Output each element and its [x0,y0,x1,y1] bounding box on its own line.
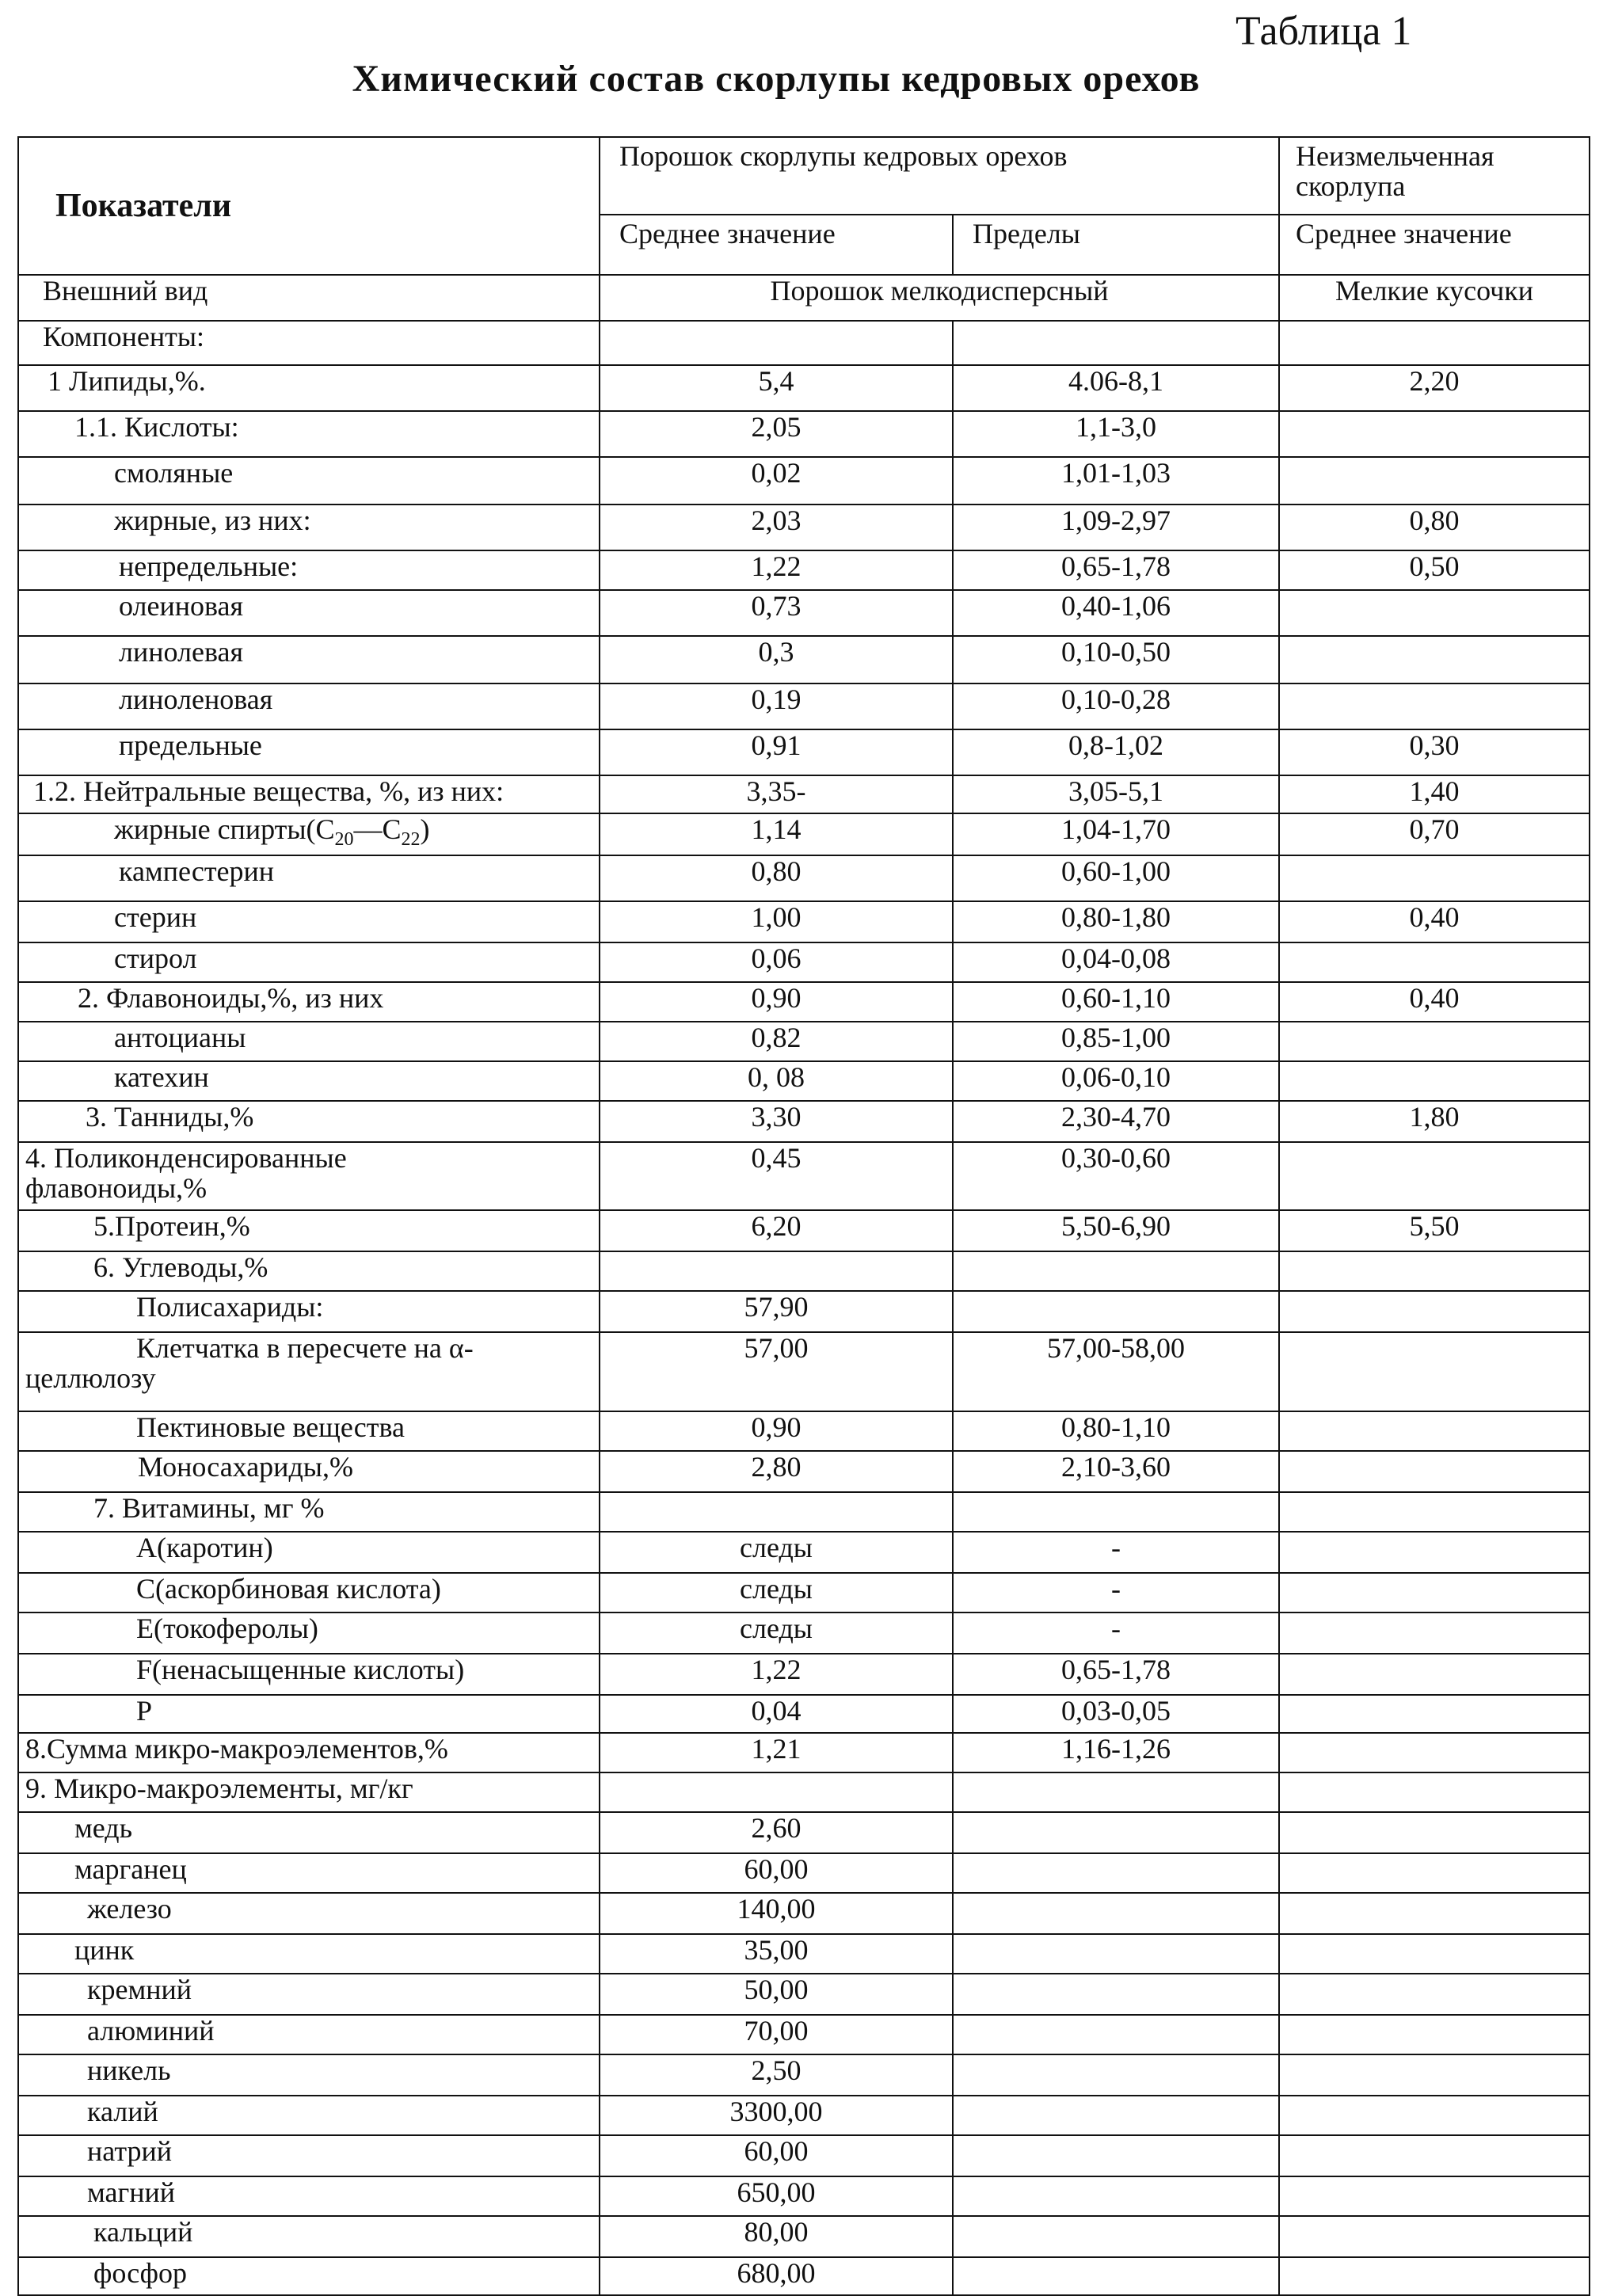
table-row [18,1291,1590,1332]
whole-value: 0,30 [1279,729,1590,775]
whole-value [1279,1695,1590,1733]
table-row [18,982,1590,1022]
row-label: 2. Флавоноиды,%, из них [18,982,600,1022]
table-row [18,636,1590,683]
range-value [953,1492,1279,1532]
table-row [18,1411,1590,1451]
range-value [953,2176,1279,2216]
row-label: С(аскорбиновая кислота) [18,1573,600,1613]
label-subscript: 20 [334,829,354,851]
table-row [18,1893,1590,1934]
label-subscript: 22 [401,829,421,851]
whole-value [1279,1974,1590,2015]
row-label: 1 Липиды,%. [18,365,600,411]
row-label: алюминий [18,2015,600,2054]
avg-value: 140,00 [600,1893,953,1934]
table-row [18,1492,1590,1532]
avg-value: 80,00 [600,2216,953,2257]
avg-value: 2,80 [600,1451,953,1492]
composition-table [17,136,1590,2296]
whole-value: 0,40 [1279,982,1590,1022]
avg-value: 3,35- [600,775,953,813]
header-avg: Среднее значение [600,215,953,275]
range-value: 1,04-1,70 [953,813,1279,855]
table-row [18,1101,1590,1142]
table-row [18,1061,1590,1101]
appearance-powder: Порошок мелкодисперсный [600,275,1279,321]
avg-value: 1,21 [600,1733,953,1772]
range-value [953,2135,1279,2176]
table-row [18,505,1590,550]
table-row [18,411,1590,457]
whole-value: 0,50 [1279,550,1590,590]
whole-value [1279,2015,1590,2054]
row-label: предельные [18,729,600,775]
table-caption: Таблица 1 [1236,9,1412,54]
whole-value [1279,1251,1590,1291]
whole-value [1279,590,1590,636]
avg-value: 0,06 [600,942,953,982]
whole-value [1279,1772,1590,1812]
avg-value: следы [600,1573,953,1613]
range-value: 0,80-1,80 [953,901,1279,942]
row-label: 5.Протеин,% [18,1210,600,1251]
range-value [953,1291,1279,1332]
row-label: железо [18,1893,600,1934]
label-line-1: Клетчатка в пересчете на α- [136,1332,474,1365]
header-whole-group: Неизмельченная скорлупа [1279,137,1590,215]
table-row [18,2054,1590,2096]
label-line-2: флавоноиды,% [25,1172,208,1205]
table-row [18,1974,1590,2015]
table-row [18,683,1590,729]
range-value: 3,05-5,1 [953,775,1279,813]
avg-value: следы [600,1613,953,1654]
table-row [18,2216,1590,2257]
range-value: 0,06-0,10 [953,1061,1279,1101]
row-label: 1.2. Нейтральные вещества, %, из них: [18,775,600,813]
row-label: А(каротин) [18,1532,600,1573]
whole-value [1279,457,1590,505]
row-label: антоцианы [18,1022,600,1061]
avg-value: 2,60 [600,1812,953,1853]
avg-value: 6,20 [600,1210,953,1251]
whole-value [1279,1893,1590,1934]
whole-value [1279,1573,1590,1613]
range-value [953,1772,1279,1812]
avg-value: 0,90 [600,982,953,1022]
row-label: линоленовая [18,683,600,729]
avg-value: 35,00 [600,1934,953,1974]
row-label: непредельные: [18,550,600,590]
avg-value: 0,80 [600,855,953,901]
avg-value: 60,00 [600,2135,953,2176]
range-value: - [953,1532,1279,1573]
table-row [18,1142,1590,1210]
header-limits: Пределы [953,215,1279,275]
header-powder-group: Порошок скорлупы кедровых орехов [600,137,1279,215]
avg-value: 3300,00 [600,2096,953,2135]
whole-value [1279,2216,1590,2257]
avg-value: следы [600,1532,953,1573]
table-row [18,1022,1590,1061]
whole-value [1279,1492,1590,1532]
range-value: 0,65-1,78 [953,1654,1279,1695]
row-label [18,1142,600,1210]
row-label: медь [18,1812,600,1853]
whole-value: 5,50 [1279,1210,1590,1251]
whole-value [1279,855,1590,901]
row-label: Моносахариды,% [18,1451,600,1492]
table-row [18,813,1590,855]
range-value: 0,04-0,08 [953,942,1279,982]
table-row [18,1210,1590,1251]
whole-value [1279,2096,1590,2135]
whole-value [1279,1411,1590,1451]
whole-value [1279,1812,1590,1853]
table-row [18,550,1590,590]
range-value [953,2257,1279,2295]
row-label: Пектиновые вещества [18,1411,600,1451]
whole-value [1279,1451,1590,1492]
row-label: никель [18,2054,600,2096]
range-value: 0,80-1,10 [953,1411,1279,1451]
table-row [18,2015,1590,2054]
whole-value [1279,411,1590,457]
whole-value [1279,1291,1590,1332]
row-label: Р [18,1695,600,1733]
table-row [18,1251,1590,1291]
avg-value: 2,05 [600,411,953,457]
avg-value: 0,02 [600,457,953,505]
avg-value [600,1251,953,1291]
avg-value: 57,00 [600,1332,953,1411]
whole-value [1279,2176,1590,2216]
whole-value: 1,40 [1279,775,1590,813]
row-label: 1.1. Кислоты: [18,411,600,457]
whole-value [1279,1022,1590,1061]
avg-value: 2,03 [600,505,953,550]
avg-value: 5,4 [600,365,953,411]
whole-value: 2,20 [1279,365,1590,411]
table-row [18,855,1590,901]
table-row [18,1654,1590,1695]
range-value: 0,40-1,06 [953,590,1279,636]
avg-value: 0,91 [600,729,953,775]
whole-value [1279,1654,1590,1695]
table-row [18,1532,1590,1573]
avg-value: 0,19 [600,683,953,729]
range-value: 1,16-1,26 [953,1733,1279,1772]
row-label: калий [18,2096,600,2135]
avg-value: 0,04 [600,1695,953,1733]
range-value: 0,65-1,78 [953,550,1279,590]
avg-value: 3,30 [600,1101,953,1142]
label-text: —C [353,813,402,845]
range-value [953,1934,1279,1974]
whole-value [1279,1934,1590,1974]
row-label: натрий [18,2135,600,2176]
row-label: 8.Сумма микро-макроэлементов,% [18,1733,600,1772]
range-value [953,1893,1279,1934]
range-value: 2,10-3,60 [953,1451,1279,1492]
row-label: кальций [18,2216,600,2257]
row-label: 6. Углеводы,% [18,1251,600,1291]
table-row [18,901,1590,942]
avg-value: 60,00 [600,1853,953,1893]
avg-value: 0,90 [600,1411,953,1451]
range-value [953,1974,1279,2015]
avg-value: 1,22 [600,550,953,590]
row-label [18,813,600,855]
row-label: линолевая [18,636,600,683]
table-row [18,1772,1590,1812]
label-line-1: 4. Поликонденсированные [25,1142,347,1175]
row-label: Полисахариды: [18,1291,600,1332]
appearance-whole: Мелкие кусочки [1279,275,1590,321]
whole-value [1279,1853,1590,1893]
avg-value: 50,00 [600,1974,953,2015]
row-label: 3. Танниды,% [18,1101,600,1142]
table-row [18,1934,1590,1974]
header-indicators: Показатели [18,137,600,275]
avg-value: 1,22 [600,1654,953,1695]
table-row [18,590,1590,636]
header-whole-avg: Среднее значение [1279,215,1590,275]
range-value: 0,10-0,28 [953,683,1279,729]
range-value: - [953,1573,1279,1613]
whole-value: 0,80 [1279,505,1590,550]
avg-value: 0,3 [600,636,953,683]
row-label: F(ненасыщенные кислоты) [18,1654,600,1695]
row-label: смоляные [18,457,600,505]
avg-value: 650,00 [600,2176,953,2216]
range-value [953,2216,1279,2257]
row-label: стирол [18,942,600,982]
page-title: Химический состав скорлупы кедровых орехов [352,58,1201,100]
whole-value [1279,942,1590,982]
whole-value [1279,2135,1590,2176]
appearance-label: Внешний вид [18,275,600,321]
whole-value [1279,683,1590,729]
table-row [18,775,1590,813]
row-label: стерин [18,901,600,942]
table-row [18,365,1590,411]
table-row [18,1695,1590,1733]
row-label: фосфор [18,2257,600,2295]
row-label: кремний [18,1974,600,2015]
whole-value: 0,70 [1279,813,1590,855]
table-row [18,2176,1590,2216]
range-value: 0,8-1,02 [953,729,1279,775]
avg-value: 0,45 [600,1142,953,1210]
row-label: катехин [18,1061,600,1101]
table-row [18,1812,1590,1853]
label-text: ) [420,813,430,845]
range-value: - [953,1613,1279,1654]
whole-value: 1,80 [1279,1101,1590,1142]
avg-value: 2,50 [600,2054,953,2096]
table-row [18,942,1590,982]
range-value: 57,00-58,00 [953,1332,1279,1411]
table-row [18,2135,1590,2176]
table-row [18,1613,1590,1654]
whole-value [1279,1061,1590,1101]
range-value: 5,50-6,90 [953,1210,1279,1251]
avg-value: 70,00 [600,2015,953,2054]
whole-value [1279,1733,1590,1772]
row-label: Е(токоферолы) [18,1613,600,1654]
row-label: 9. Микро-макроэлементы, мг/кг [18,1772,600,1812]
range-value [953,2054,1279,2096]
avg-value: 1,14 [600,813,953,855]
avg-value: 0,73 [600,590,953,636]
range-value: 1,1-3,0 [953,411,1279,457]
range-value: 4.06-8,1 [953,365,1279,411]
table-row [18,1853,1590,1893]
avg-value [600,1492,953,1532]
whole-value [1279,1532,1590,1573]
range-value: 0,30-0,60 [953,1142,1279,1210]
table-row [18,2096,1590,2135]
whole-value [1279,1142,1590,1210]
table-row [18,1573,1590,1613]
range-value: 1,09-2,97 [953,505,1279,550]
whole-value [1279,2257,1590,2295]
table-row [18,1451,1590,1492]
whole-value [1279,1332,1590,1411]
whole-value: 0,40 [1279,901,1590,942]
table-row [18,1332,1590,1411]
table-row [18,729,1590,775]
range-value: 0,03-0,05 [953,1695,1279,1733]
table-row [18,1733,1590,1772]
avg-value: 1,00 [600,901,953,942]
range-value [953,2096,1279,2135]
range-value [953,1812,1279,1853]
row-label: кампестерин [18,855,600,901]
table-row [18,2257,1590,2295]
range-value: 2,30-4,70 [953,1101,1279,1142]
whole-value [1279,1613,1590,1654]
range-value [953,1853,1279,1893]
row-label: олеиновая [18,590,600,636]
range-value: 0,60-1,10 [953,982,1279,1022]
whole-value [1279,2054,1590,2096]
avg-value: 0,82 [600,1022,953,1061]
table-row [18,457,1590,505]
row-label: 7. Витамины, мг % [18,1492,600,1532]
table-body [18,365,1590,2295]
range-value [953,1251,1279,1291]
label-line-2: целлюлозу [25,1362,156,1395]
range-value: 0,10-0,50 [953,636,1279,683]
components-label: Компоненты: [18,321,600,365]
label-text: жирные спирты(C [114,813,335,845]
avg-value: 680,00 [600,2257,953,2295]
row-label: цинк [18,1934,600,1974]
avg-value [600,1772,953,1812]
range-value: 0,85-1,00 [953,1022,1279,1061]
row-label: жирные, из них: [18,505,600,550]
whole-value [1279,636,1590,683]
row-label: магний [18,2176,600,2216]
range-value: 0,60-1,00 [953,855,1279,901]
row-label [18,1332,600,1411]
avg-value: 0, 08 [600,1061,953,1101]
avg-value: 57,90 [600,1291,953,1332]
row-label: марганец [18,1853,600,1893]
range-value: 1,01-1,03 [953,457,1279,505]
range-value [953,2015,1279,2054]
